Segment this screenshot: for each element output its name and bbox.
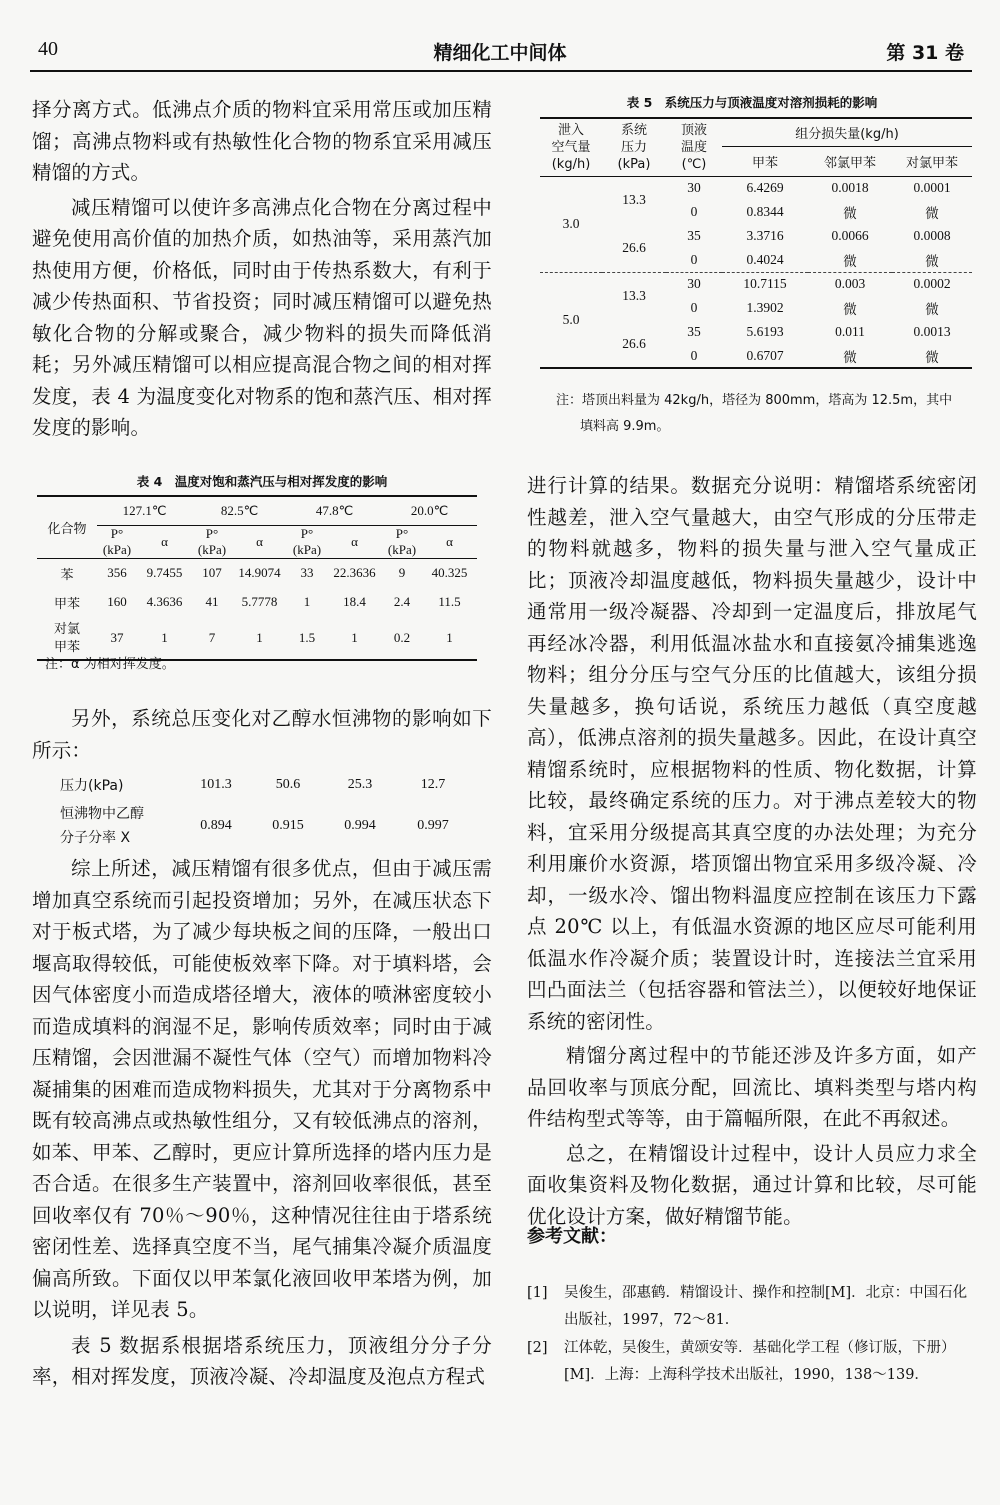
header-line: 顶液 — [680, 122, 707, 138]
header-rule — [30, 70, 972, 72]
table4-caption: 表 4 温度对饱和蒸汽压与相对挥发度的影响 — [136, 474, 388, 489]
references-title: 参考文献： — [527, 1226, 617, 1247]
table5-note-line1: 注：塔顶出料量为 42kg/h，塔径为 800mm，塔高为 12.5m，其中 — [556, 393, 953, 408]
left-column-bottom — [32, 853, 492, 1393]
table-cell: 微 — [843, 206, 857, 221]
table-cell: 0 — [690, 204, 698, 219]
table4-temp: 82.5℃ — [192, 496, 287, 525]
table-row — [540, 224, 972, 248]
label-line: 恒沸物中乙醇 — [60, 806, 144, 822]
table-cell: 3.3716 — [746, 228, 784, 243]
table-cell: 0.0018 — [831, 180, 869, 196]
table-cell: 14.9074 — [238, 565, 281, 581]
table-cell: 0.6707 — [746, 347, 784, 363]
table-cell: 微 — [925, 349, 939, 365]
table-cell: 7 — [208, 629, 216, 645]
table-cell: 35 — [687, 228, 701, 243]
paragraph: 进行计算的结果。数据充分说明：精馏塔系统密闭性越差，泄入空气量越大，由空气形成的分压带走的物料就越多，物料的损失量与泄入空气量成正比；顶液冷却温度越低，物料损失量越少，设计中通常用一级冷凝器、冷却到一定温度后，排放尾气再经冰冷器，利用低温冰盐水和直接氨冷捕集逃逸物料；组分分压与空气分压的比值越大，该组分损失量越多，换句话说，系统压力越低（真空度越高），低沸点溶剂的损失量越多。因此，在设计真空精馏系统时，应根据物料的性质、物化数据，计算比较，最终确定系统的压力。对于沸点差较大的物料，宜采用分级提高其真空度的办法处理；为充分利用廉价水资源，塔顶馏出物宜采用多级冷凝、冷却，一级水冷、馏出物料温度应控制在该压力下露点 20℃ 以上，有低温水资源的地区应尽可能利用低温水作冷凝介质；装置设计时，连接法兰宜采用凹凸面法兰（包括容器和管法兰），以便较好地保证系统的密闭性。 — [527, 474, 977, 1033]
table5-component: 对氯甲苯 — [892, 146, 972, 176]
table-cell: 微 — [843, 349, 857, 365]
paragraph: 总之，在精馏设计过程中，设计人员应力求全面收集资料及物化数据，通过计算和比较，尽可能优化设计方案，做好精馏节能。 — [527, 1141, 977, 1228]
table-row — [540, 320, 972, 344]
header-line: 空气量 — [551, 139, 591, 155]
table4-compound-header: 化合物 — [37, 496, 97, 558]
table-cell: 0.8344 — [746, 204, 784, 219]
table-cell: 6.4269 — [746, 180, 784, 196]
table-cell: 0.0001 — [913, 180, 951, 196]
table-cell: 1 — [256, 629, 263, 645]
table-cell: 4.3636 — [146, 594, 183, 609]
azeotrope-pressure: 25.3 — [347, 777, 373, 792]
table-cell: 40.325 — [431, 565, 468, 581]
table4-a-label: α — [137, 525, 192, 558]
table5-air: 5.0 — [562, 311, 580, 327]
table-cell: 30 — [687, 180, 701, 196]
reference-text: 吴俊生，邵惠鹤．精馏设计、操作和控制[M]．北京：中国石化出版社，1997，72～81． — [564, 1285, 968, 1328]
label-line: 分子分率 X — [60, 830, 131, 846]
reference-item — [527, 1335, 977, 1389]
table-cell: 微 — [925, 206, 939, 221]
azeotrope-pressure-label: 压力(kPa) — [60, 778, 124, 794]
table-row — [37, 588, 477, 616]
table-cell: 356 — [107, 565, 127, 581]
table-cell: 0.0002 — [913, 276, 951, 292]
volume-label: 第 31 卷 — [886, 42, 964, 64]
table5 — [540, 117, 972, 369]
header-line: 系统 — [620, 122, 647, 138]
table4-p-label: P°(kPa) — [382, 525, 422, 558]
table-cell: 1 — [446, 629, 453, 645]
table4-temp: 20.0℃ — [382, 496, 477, 525]
table5-note-line2: 填料高 9.9m。 — [580, 419, 670, 434]
table4-a-label: α — [327, 525, 382, 558]
left-column-top — [32, 94, 492, 444]
table4-p-label: P°(kPa) — [97, 525, 137, 558]
reference-number: [2] — [527, 1340, 548, 1356]
table-cell: 1 — [161, 629, 168, 645]
table4-temp: 127.1℃ — [97, 496, 192, 525]
table-cell: 22.3636 — [333, 565, 376, 581]
table-row — [37, 558, 477, 588]
table-cell: 0.4024 — [746, 251, 784, 267]
table5-pressure-header — [602, 118, 666, 176]
table-cell: 0.0013 — [913, 324, 951, 339]
table4-temp: 47.8℃ — [287, 496, 382, 525]
table-cell: 2.4 — [393, 594, 411, 609]
table-cell: 0.011 — [835, 324, 865, 339]
table-cell: 37 — [110, 629, 124, 645]
right-column-text — [527, 470, 977, 1232]
table4-note: 注：α 为相对挥发度。 — [45, 657, 175, 672]
table-cell: 0.0066 — [831, 228, 869, 243]
journal-title: 精细化工中间体 — [433, 42, 567, 64]
row-name-bottom: 甲苯 — [53, 638, 80, 654]
table-cell: 10.7115 — [743, 276, 787, 292]
paragraph: 综上所述，减压精馏有很多优点，但由于减压需增加真空系统而引起投资增加；另外，在减压状态下对于板式塔，为了减少每块板之间的压降，一般出口堰高取得较低，可能使板效率下降。对于填料塔，会因气体密度小而造成塔径增大，液体的喷淋密度较小而造成填料的润湿不足，影响传质效率；同时由于减压精馏，会因泄漏不凝性气体（空气）而增加物料冷凝捕集的困难而造成物料损失，尤其对于分离物系中既有较高沸点或热敏性组分，又有较低沸点的溶剂，如苯、甲苯、乙醇时，更应计算所选择的塔内压力是否合适。在很多生产装置中，溶剂回收率很低，甚至回收率仅有 70％～90％，这种情况往往由于塔系统密闭性差、选择真空度不当，尾气捕集冷凝介质温度偏高所致。下面仅以甲苯氯化液回收甲苯塔为例，加以说明，详见表 5。 — [32, 857, 492, 1321]
table-cell: 0 — [690, 251, 698, 267]
left-column-mid — [32, 703, 492, 766]
table-cell: 9 — [398, 565, 406, 581]
table4-a-label: α — [422, 525, 477, 558]
table-cell: 1 — [303, 594, 311, 609]
paragraph: 另外，系统总压变化对乙醇水恒沸物的影响如下所示： — [32, 707, 492, 762]
table-cell: 0.003 — [834, 276, 866, 292]
table5-air-header — [540, 118, 602, 176]
header-line: 压力 — [620, 139, 647, 155]
table-cell: 0.0008 — [913, 228, 951, 243]
table4-row-name: 甲苯 — [53, 595, 80, 611]
azeotrope-pressure: 101.3 — [200, 777, 232, 792]
reference-number: [1] — [527, 1285, 548, 1301]
paragraph: 择分离方式。低沸点介质的物料宜采用常压或加压精馏；高沸点物料或有热敏性化合物的物系宜采用减压精馏的方式。 — [32, 98, 492, 184]
table5-loss-header: 组分损失量(kg/h) — [722, 118, 972, 146]
table4-p-label: P°(kPa) — [287, 525, 327, 558]
table-cell: 0.2 — [393, 629, 411, 645]
table-cell: 微 — [843, 302, 857, 317]
paragraph: 精馏分离过程中的节能还涉及许多方面，如产品回收率与顶底分配，回流比、填料类型与塔内构件结构型式等等，由于篇幅所限，在此不再叙述。 — [527, 1044, 977, 1130]
table-cell: 0 — [690, 300, 698, 315]
table-cell: 35 — [687, 324, 701, 339]
azeotrope-fraction-label — [60, 800, 180, 852]
table4-a-label: α — [232, 525, 287, 558]
header-line: 泄入 — [557, 122, 584, 138]
table5-air: 3.0 — [562, 216, 580, 231]
table-cell: 微 — [925, 253, 939, 269]
table-cell: 1.5 — [298, 629, 316, 645]
table-cell: 30 — [687, 276, 701, 292]
table-cell: 微 — [843, 253, 857, 269]
azeotrope-pressure: 50.6 — [275, 777, 301, 792]
table5-temp-header — [666, 118, 722, 176]
table-row — [540, 272, 972, 296]
table-cell: 18.4 — [343, 594, 366, 609]
table-row — [540, 176, 972, 200]
table5-component: 甲苯 — [722, 146, 808, 176]
table5-pressure: 26.6 — [622, 335, 646, 351]
header-line: (kPa) — [617, 156, 651, 172]
table-cell: 11.5 — [438, 594, 461, 609]
table-cell: 9.7455 — [146, 565, 183, 581]
table-cell: 41 — [205, 594, 219, 609]
header-line: (℃) — [681, 156, 707, 172]
running-header — [30, 38, 970, 68]
table4-p-label: P°(kPa) — [192, 525, 232, 558]
reference-text: 江体乾，吴俊生，黄颂安等．基础化学工程（修订版，下册）[M]．上海：上海科学技术出版社，1990，138～139． — [564, 1340, 956, 1383]
azeotrope-pressure: 12.7 — [420, 777, 446, 792]
row-name-top: 对氯 — [53, 620, 80, 636]
table5-component: 邻氯甲苯 — [808, 146, 892, 176]
table5-pressure: 26.6 — [622, 239, 646, 255]
table-cell: 1.3902 — [746, 300, 784, 315]
azeotrope-table — [60, 770, 470, 852]
paragraph: 减压精馏可以使许多高沸点化合物在分离过程中避免使用高价值的加热介质，如热油等，采用蒸汽加热使用方便，价格低，同时由于传热系数大，有利于减少传热面积、节省投资；同时减压精馏可以避免热敏化合物的分解或聚合，减少物料的损失而降低消耗；另外减压精馏可以相应提高混合物之间的相对挥发度，表 4 为温度变化对物系的饱和蒸汽压、相对挥发度的影响。 — [32, 195, 492, 439]
table5-caption: 表 5 系统压力与顶液温度对溶剂损耗的影响 — [626, 95, 878, 110]
header-line: (kg/h) — [551, 156, 591, 172]
azeotrope-fraction: 0.994 — [344, 818, 376, 833]
table-cell: 107 — [202, 565, 222, 581]
header-line: 温度 — [680, 139, 707, 155]
azeotrope-fraction: 0.997 — [417, 818, 449, 833]
azeotrope-fraction: 0.894 — [200, 818, 232, 833]
table-cell: 160 — [107, 594, 127, 609]
table4-row-name: 苯 — [60, 566, 74, 582]
table5-pressure: 13.3 — [622, 288, 646, 304]
page-number: 40 — [38, 38, 58, 60]
table4 — [37, 495, 477, 661]
table-cell: 1 — [351, 629, 358, 645]
table-cell: 0 — [690, 347, 698, 363]
table-cell: 5.6193 — [746, 324, 784, 339]
reference-item — [527, 1280, 977, 1334]
table-cell: 33 — [300, 565, 314, 581]
table-cell: 5.7778 — [241, 594, 278, 609]
table-cell: 微 — [925, 302, 939, 317]
azeotrope-fraction: 0.915 — [272, 818, 304, 833]
table5-pressure: 13.3 — [622, 192, 646, 208]
paragraph: 表 5 数据系根据塔系统压力，顶液组分分子分率，相对挥发度，顶液冷凝、冷却温度及泡点方程式 — [32, 1333, 492, 1388]
